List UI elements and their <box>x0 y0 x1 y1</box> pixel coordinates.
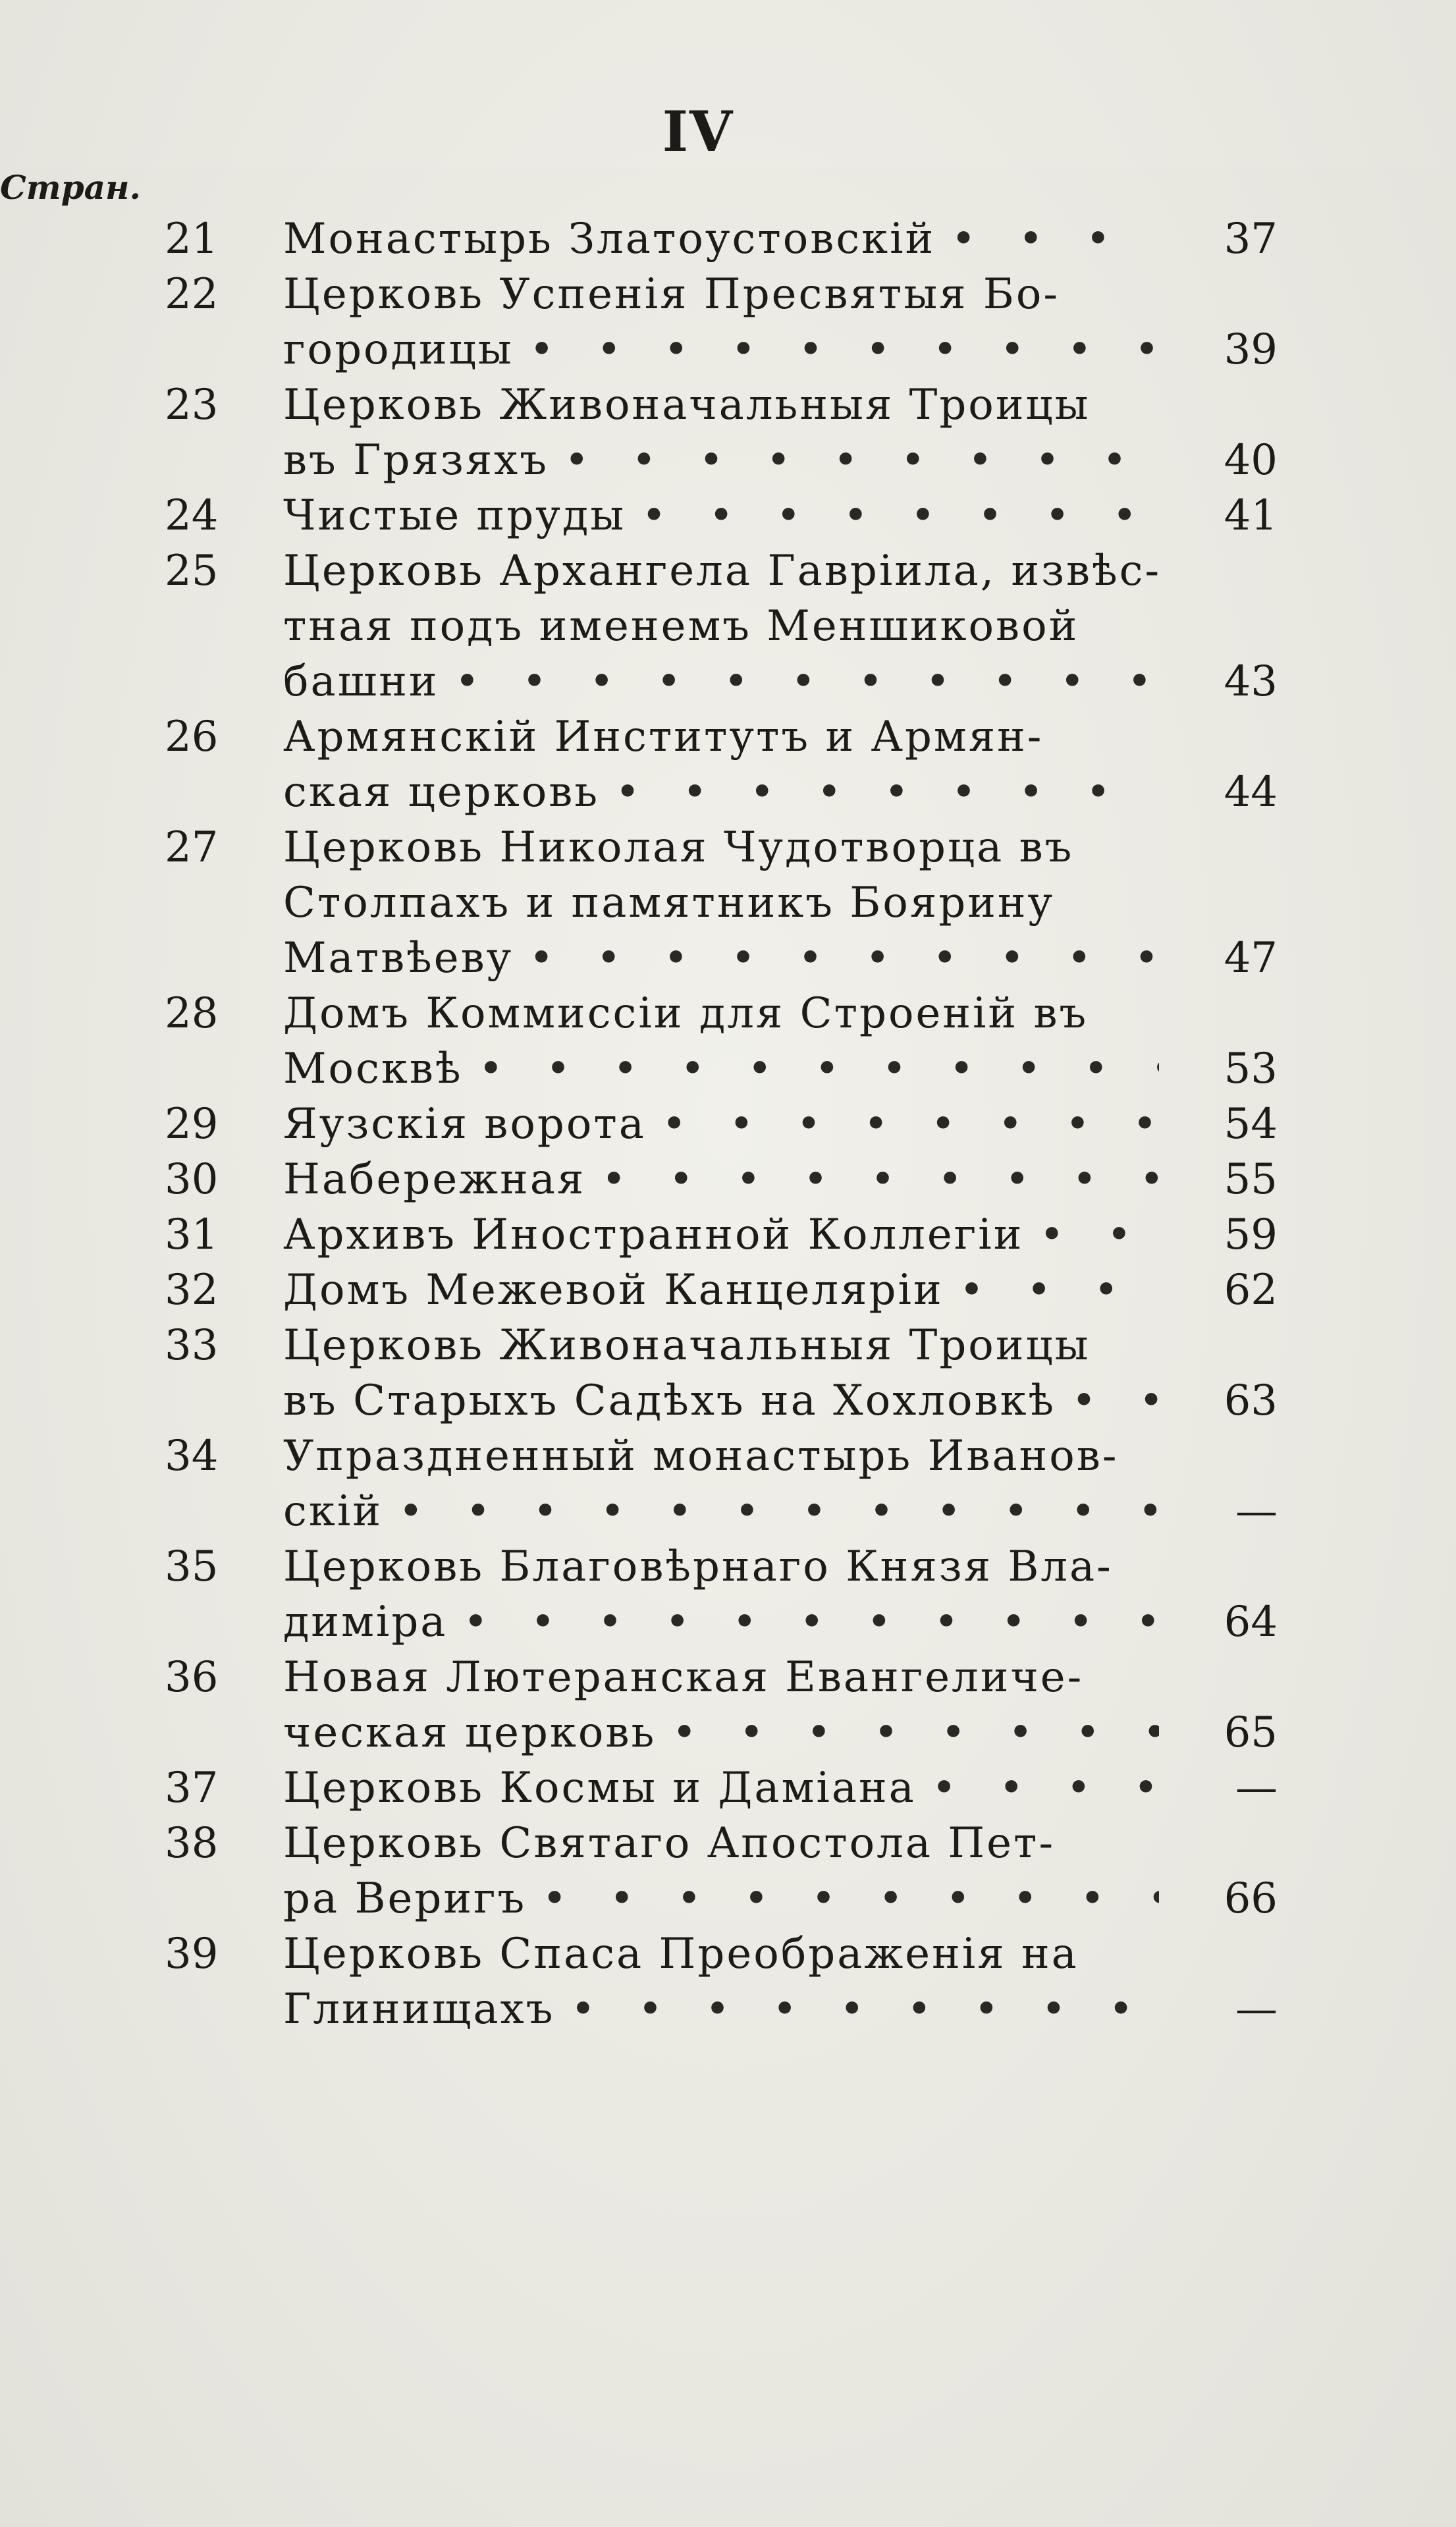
entry-title-text: Архивъ Иностранной Коллегіи <box>283 1210 1024 1259</box>
dot-leader <box>383 1482 1159 1541</box>
entry-number: 34 <box>165 1432 219 1481</box>
entry-page-number: 64 <box>1224 1598 1278 1646</box>
entry-title-text: Столпахъ и памятникъ Боярину <box>283 879 1055 927</box>
entry-title-text: Армянскій Институтъ и Армян- <box>283 713 1044 761</box>
entry-number: 28 <box>165 989 219 1038</box>
dot-leader <box>439 652 1160 711</box>
toc-line <box>0 1869 1456 1928</box>
entry-page-number: 55 <box>1224 1155 1278 1204</box>
entry-title-text: Набережная <box>283 1155 586 1204</box>
dot-leader <box>1023 1205 1159 1264</box>
entry-page-number: 66 <box>1224 1874 1278 1923</box>
toc-line <box>0 818 1456 877</box>
dot-leader <box>626 486 1159 545</box>
dot-leader <box>463 1039 1159 1099</box>
entry-title-text: Москвѣ <box>283 1045 463 1093</box>
entry-number: 35 <box>165 1542 219 1591</box>
toc-line <box>0 1703 1456 1762</box>
entry-title-text: Церковь Успенія Пресвятыя Бо- <box>283 270 1060 319</box>
entry-title-line <box>283 1095 1159 1154</box>
toc-line <box>0 1482 1456 1541</box>
entry-title-line <box>283 1427 1159 1486</box>
entry-title-line <box>283 541 1162 601</box>
entry-page-number: 44 <box>1224 768 1278 817</box>
entry-title-text: Монастырь Златоустовскій <box>283 215 936 263</box>
entry-title-line <box>283 209 1159 269</box>
dot-leader <box>1056 1371 1159 1430</box>
entry-title-line <box>283 1039 1159 1099</box>
entry-title-text: Домъ Межевой Канцеляріи <box>283 1266 944 1315</box>
toc-line <box>0 375 1456 435</box>
entry-title-text: Церковь Благовѣрнаго Князя Вла- <box>283 1542 1113 1591</box>
dot-leader <box>513 929 1159 988</box>
toc-line <box>0 707 1456 767</box>
toc-line <box>0 1371 1456 1430</box>
toc-line <box>0 1095 1456 1154</box>
dot-leader <box>916 1758 1159 1818</box>
entry-title-text: Церковь Живоначальныя Троицы <box>283 1321 1091 1370</box>
entry-page-number: 65 <box>1224 1708 1278 1757</box>
entry-title-text: Церковь Спаса Преображенія на <box>283 1930 1079 1978</box>
toc-line <box>0 1316 1456 1375</box>
entry-page-number: 62 <box>1224 1266 1278 1315</box>
toc-line <box>0 541 1456 601</box>
dot-leader <box>526 1869 1159 1928</box>
toc-line <box>0 929 1456 988</box>
entry-title-text: Яузскія ворота <box>283 1100 646 1149</box>
entry-title-line <box>283 1648 1159 1707</box>
entry-title-line <box>283 597 1159 656</box>
toc-line <box>0 1758 1456 1818</box>
toc-line <box>0 1039 1456 1099</box>
dot-leader <box>585 1150 1159 1209</box>
entry-title-text: Церковь Николая Чудотворца въ <box>283 823 1074 872</box>
dot-leader <box>447 1592 1159 1652</box>
toc-line <box>0 597 1456 656</box>
entry-number: 26 <box>165 713 219 761</box>
entry-title-text: Чистые пруды <box>283 491 626 540</box>
entry-title-text: въ Грязяхъ <box>283 436 549 485</box>
toc-line <box>0 265 1456 324</box>
entry-title-line <box>283 707 1159 767</box>
entry-title-line <box>283 1869 1159 1928</box>
entry-title-line <box>283 984 1159 1043</box>
entry-title-line <box>283 1482 1159 1541</box>
entry-number: 24 <box>165 491 219 540</box>
entry-title-line <box>283 1592 1159 1652</box>
entry-number: 37 <box>165 1764 219 1812</box>
entry-title-line <box>283 1205 1159 1264</box>
toc-line <box>0 652 1456 711</box>
dot-leader <box>646 1095 1159 1154</box>
entry-number: 23 <box>165 381 219 429</box>
entry-number: 38 <box>165 1819 219 1868</box>
entry-title-line <box>283 431 1159 490</box>
dot-leader <box>935 209 1159 269</box>
entry-title-text: скій <box>283 1487 383 1536</box>
toc-line <box>0 320 1456 379</box>
entry-title-line <box>283 929 1159 988</box>
toc-line <box>0 1592 1456 1652</box>
toc-line <box>0 1150 1456 1209</box>
entry-number: 30 <box>165 1155 219 1204</box>
entry-page-number: 41 <box>1224 491 1278 540</box>
entry-title-text: Упраздненный монастырь Иванов- <box>283 1432 1119 1481</box>
entry-title-text: въ Старыхъ Садѣхъ на Хохловкѣ <box>283 1376 1056 1425</box>
dot-leader <box>599 763 1159 822</box>
entry-number: 36 <box>165 1653 219 1702</box>
toc-line <box>0 1924 1456 1984</box>
entry-page-number: 59 <box>1224 1210 1278 1259</box>
dot-leader <box>554 1980 1159 2039</box>
dot-leader <box>549 431 1159 490</box>
toc-line <box>0 873 1456 933</box>
toc-line <box>0 486 1456 545</box>
toc-line <box>0 1537 1456 1596</box>
entry-number: 33 <box>165 1321 219 1370</box>
toc-line <box>0 1427 1456 1486</box>
entry-title-text: башни <box>283 657 439 706</box>
entry-page-number: — <box>1235 1985 1278 2034</box>
entry-title-line <box>283 1261 1159 1320</box>
entry-title-line <box>283 486 1159 545</box>
dot-leader <box>944 1261 1159 1320</box>
entry-title-line <box>283 652 1159 711</box>
entry-number: 31 <box>165 1210 219 1259</box>
entry-title-line <box>283 320 1159 379</box>
toc-line <box>0 1980 1456 2039</box>
entry-page-number: 63 <box>1224 1376 1278 1425</box>
toc-line <box>0 763 1456 822</box>
toc-line <box>0 1814 1456 1873</box>
entry-title-text: ческая церковь <box>283 1708 657 1757</box>
entry-title-text: Новая Лютеранская Евангеличе- <box>283 1653 1084 1702</box>
entry-page-number: 37 <box>1224 215 1278 263</box>
entry-page-number: 54 <box>1224 1100 1278 1149</box>
toc-line <box>0 1261 1456 1320</box>
entry-page-number: — <box>1235 1764 1278 1812</box>
toc-line <box>0 1205 1456 1264</box>
entry-number: 32 <box>165 1266 219 1315</box>
entry-title-line <box>283 1980 1159 2039</box>
toc-line <box>0 1648 1456 1707</box>
entry-title-line <box>283 1537 1159 1596</box>
entry-number: 29 <box>165 1100 219 1149</box>
entry-page-number: — <box>1235 1487 1278 1536</box>
entry-page-number: 40 <box>1224 436 1278 485</box>
entry-number: 27 <box>165 823 219 872</box>
entry-title-line <box>283 1316 1159 1375</box>
entry-title-text: Церковь Архангела Гавріила, извѣс- <box>283 547 1162 595</box>
entry-page-number: 53 <box>1224 1045 1278 1093</box>
entry-title-text: ра Веригъ <box>283 1874 527 1923</box>
entry-title-line <box>283 763 1159 822</box>
entry-title-line <box>283 375 1159 435</box>
entry-title-line <box>283 818 1159 877</box>
entry-title-text: Церковь Святаго Апостола Пет- <box>283 1819 1056 1868</box>
entry-title-text: Церковь Космы и Даміана <box>283 1764 916 1812</box>
entry-title-line <box>283 1758 1159 1818</box>
entry-title-text: ская церковь <box>283 768 600 817</box>
entry-title-line <box>283 1150 1159 1209</box>
entry-title-text: Церковь Живоначальныя Троицы <box>283 381 1091 429</box>
page-column-heading: Стран. <box>0 168 1456 2527</box>
entry-page-number: 43 <box>1224 657 1278 706</box>
toc-line <box>0 431 1456 490</box>
dot-leader <box>514 320 1159 379</box>
entry-title-line <box>283 1814 1159 1873</box>
page-number: IV <box>662 99 734 164</box>
entry-title-text: Матвѣеву <box>283 934 514 983</box>
entry-title-text: городицы <box>283 325 514 374</box>
entry-title-text: тная подъ именемъ Меншиковой <box>283 602 1079 651</box>
entry-number: 22 <box>165 270 219 319</box>
dot-leader <box>656 1703 1159 1762</box>
entry-page-number: 39 <box>1224 325 1278 374</box>
entry-title-text: диміра <box>283 1598 448 1646</box>
entry-number: 39 <box>165 1930 219 1978</box>
entry-number: 25 <box>165 547 219 595</box>
entry-title-line <box>283 265 1159 324</box>
entry-title-line <box>283 1371 1159 1430</box>
entry-title-line <box>283 1924 1159 1984</box>
toc-line <box>0 209 1456 269</box>
entry-title-line <box>283 1703 1159 1762</box>
entry-number: 21 <box>165 215 219 263</box>
entry-title-text: Домъ Коммиссіи для Строеній въ <box>283 989 1089 1038</box>
entry-title-line <box>283 873 1159 933</box>
entry-title-text: Глинищахъ <box>283 1985 555 2034</box>
entry-page-number: 47 <box>1224 934 1278 983</box>
toc-line <box>0 984 1456 1043</box>
